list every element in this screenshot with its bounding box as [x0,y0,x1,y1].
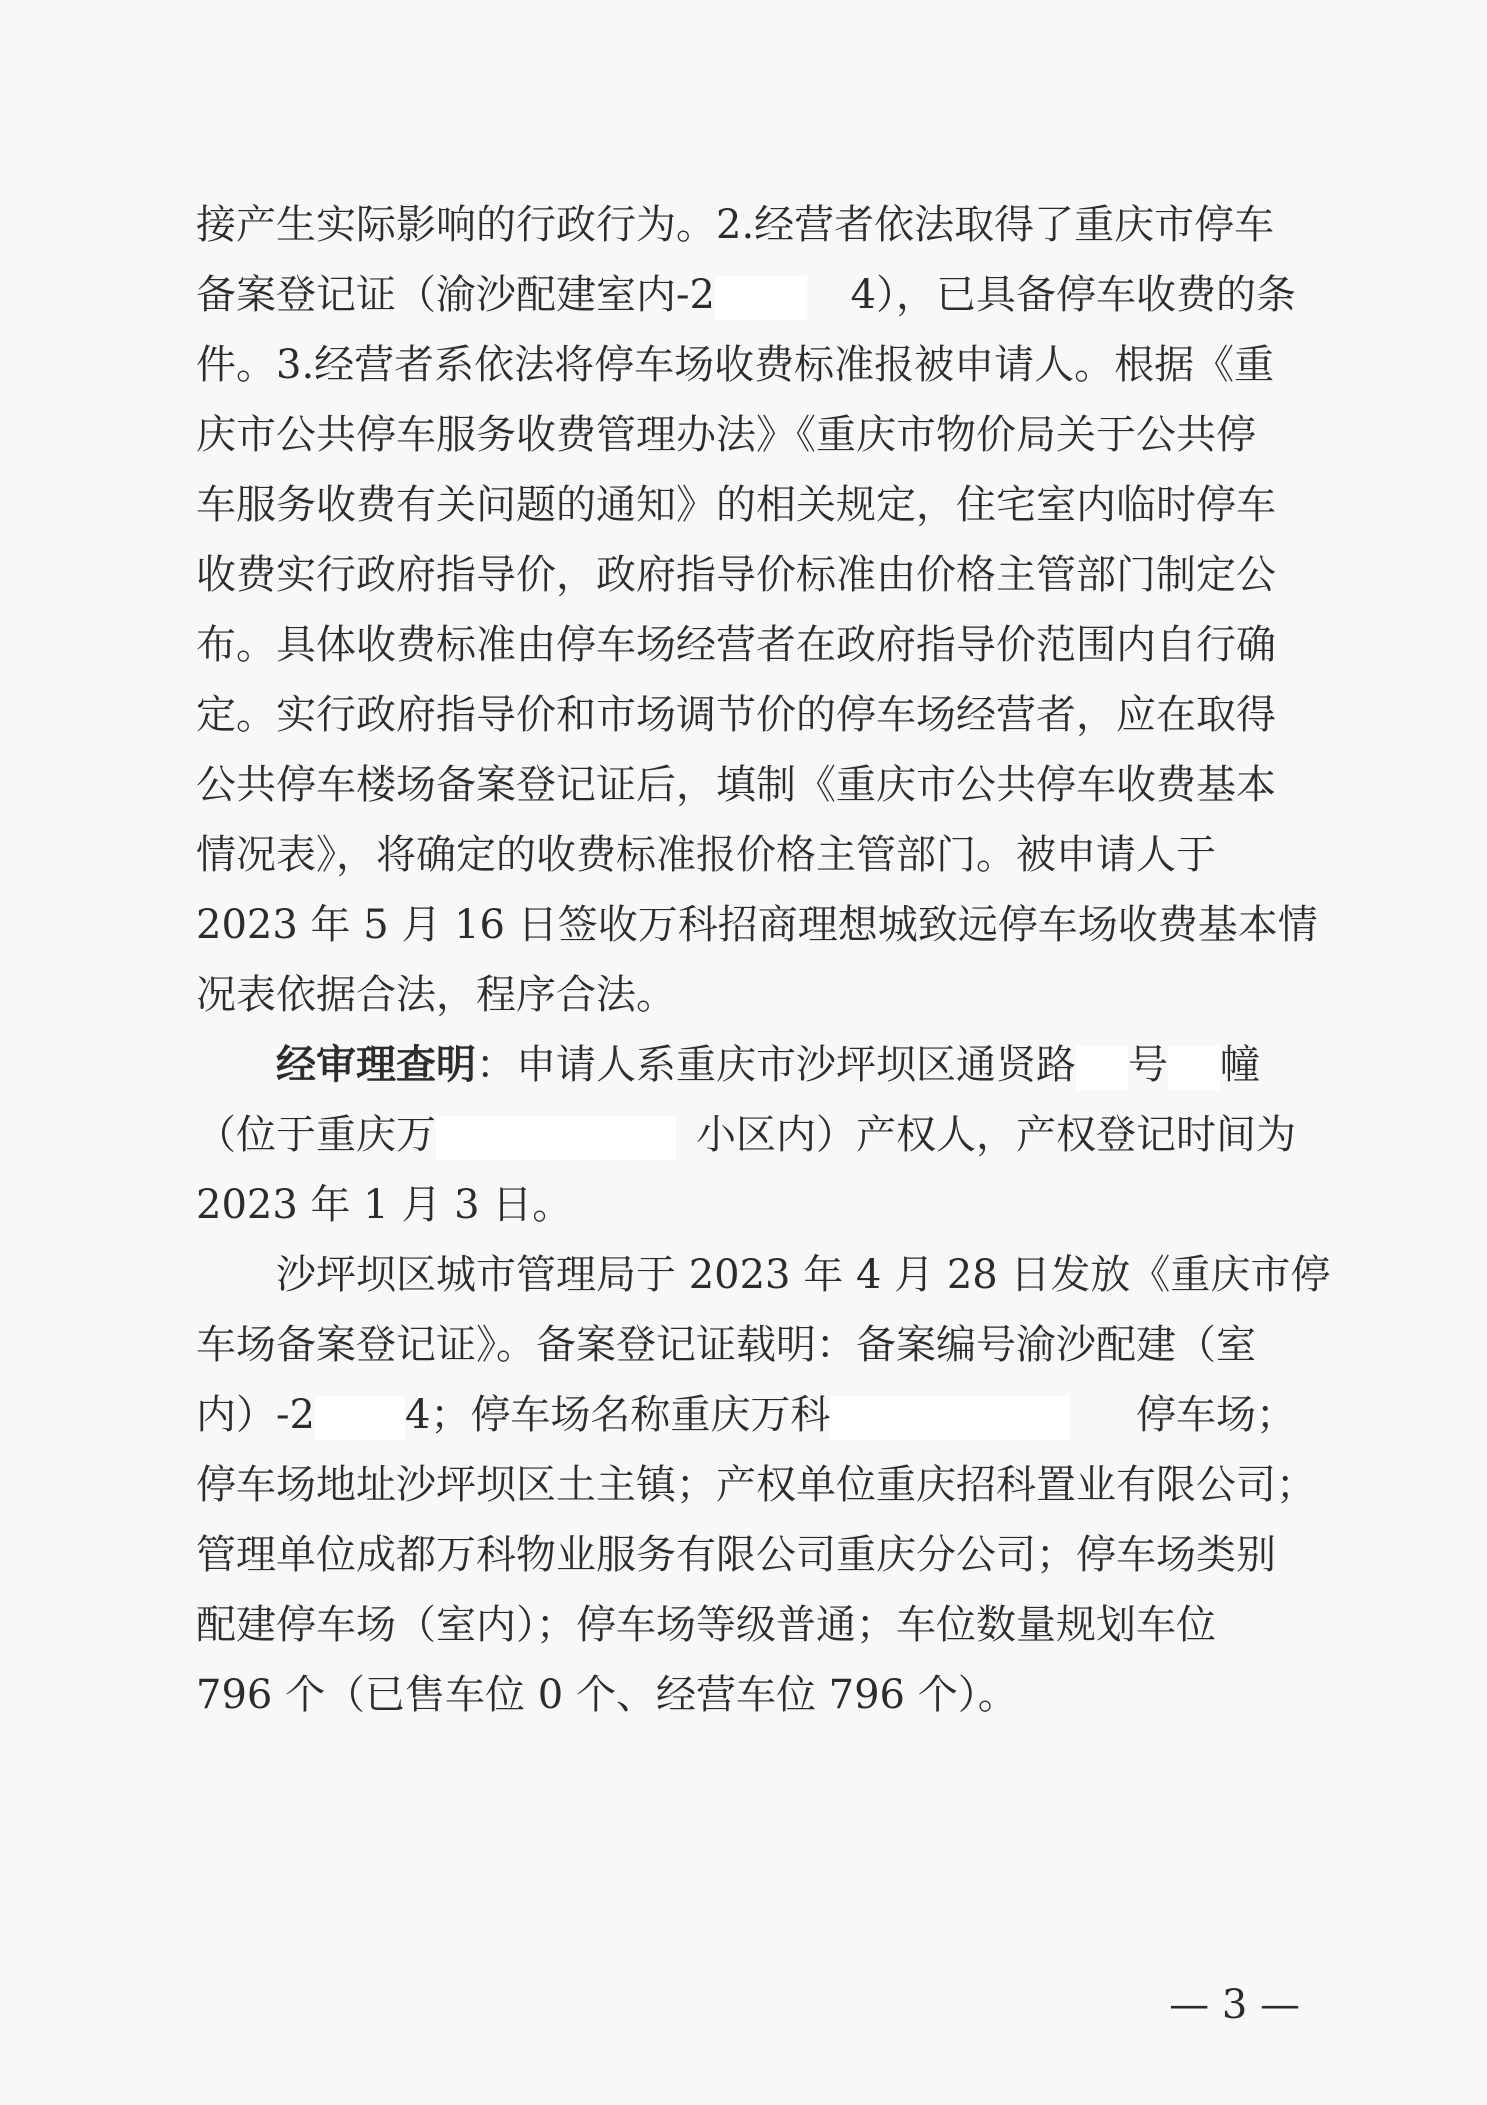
paragraph-1-line-9 [196,750,1296,820]
text-span: 配建停车场（室内）；停车场等级普通；车位数量规划车位 [196,1602,1216,1648]
text-span: 沙坪坝区城市管理局于 2023 年 4 月 28 日发放《重庆市停 [276,1252,1331,1298]
paragraph-1-line-11 [196,890,1318,960]
paragraph-1-line-7 [196,610,1296,680]
text-span: 庆市公共停车服务收费管理办法》《重庆市物价局关于公共停 [196,412,1256,458]
finding-label: 经审理查明 [276,1041,476,1088]
text-span: 件。3.经营者系依法将停车场收费标准报被申请人。根据《重 [196,342,1275,388]
paragraph-2-line-1 [276,1030,1296,1100]
paragraph-1-line-8 [196,680,1296,750]
redaction-box [436,1116,676,1160]
paragraph-1-line-6 [196,540,1296,610]
text-span: 车服务收费有关问题的通知》的相关规定，住宅室内临时停车 [196,482,1276,528]
text-span-b: 号 [1128,1042,1168,1088]
redaction-box [1168,1046,1220,1090]
text-span: 接产生实际影响的行政行为。2.经营者依法取得了重庆市停车 [196,202,1275,248]
text-span: 况表依据合法，程序合法。 [196,972,676,1018]
paragraph-1-line-10 [196,820,1296,890]
text-span [196,1100,676,1170]
text-span-b: 4），已具备停车收费的条 [850,272,1296,318]
paragraph-2-line-2 [196,1100,1296,1170]
text-span-a: 申请人系重庆市沙坪坝区通贤路 [516,1042,1076,1088]
redaction-box [315,1396,405,1440]
text-span: 车场备案登记证》。备案登记证载明：备案编号渝沙配建（室 [196,1322,1256,1368]
text-span: 公共停车楼场备案登记证后，填制《重庆市公共停车收费基本 [196,762,1276,808]
text-span [196,260,807,330]
text-span: 796 个（已售车位 0 个、经营车位 796 个）。 [196,1672,1018,1718]
paragraph-1-line-3 [196,330,1296,400]
text-span: 收费实行政府指导价，政府指导价标准由价格主管部门制定公 [196,552,1276,598]
paragraph-1-line-5 [196,470,1296,540]
text-span-b: 4；停车场名称重庆万科 [404,1392,831,1438]
paragraph-3-line-7 [196,1660,1296,1730]
paragraph-2-line-3 [196,1170,1296,1240]
text-span-b: 小区内）产权人，产权登记时间为 [696,1112,1296,1158]
redaction-box [715,276,807,320]
redaction-box [1076,1046,1128,1090]
paragraph-1-line-12 [196,960,1296,1030]
text-span-a: 备案登记证（渝沙配建室内-2 [196,272,715,318]
paragraph-3-line-6 [196,1590,1296,1660]
text-span: 2023 年 1 月 3 日。 [196,1182,573,1228]
text-span-a: 内）-2 [196,1392,315,1438]
paragraph-1-line-4 [196,400,1296,470]
paragraph-1-line-1 [196,190,1296,260]
text-span: 定。实行政府指导价和市场调节价的停车场经营者，应在取得 [196,692,1276,738]
text-span [196,1380,1070,1450]
paragraph-3-line-5 [196,1520,1296,1590]
page-number: — 3 — [1169,1982,1300,2028]
text-span: 管理单位成都万科物业服务有限公司重庆分公司；停车场类别 [196,1532,1276,1578]
paragraph-3-line-3 [196,1380,1296,1450]
text-span-a: （位于重庆万 [196,1112,436,1158]
text-span: 停车场地址沙坪坝区土主镇；产权单位重庆招科置业有限公司； [196,1462,1316,1508]
text-span-c: 停车场； [1136,1392,1296,1438]
paragraph-3-line-2 [196,1310,1296,1380]
text-span: 情况表》，将确定的收费标准报价格主管部门。被申请人于 [196,832,1216,878]
redaction-box [830,1396,1070,1440]
paragraph-3-line-4 [196,1450,1316,1520]
text-span: 2023 年 5 月 16 日签收万科招商理想城致远停车场收费基本情 [196,902,1318,948]
paragraph-3-line-1 [276,1240,1331,1310]
finding-colon: ： [476,1042,516,1088]
text-span-c: 幢 [1220,1042,1260,1088]
text-span: 布。具体收费标准由停车场经营者在政府指导价范围内自行确 [196,622,1276,668]
paragraph-1-line-2 [196,260,1296,330]
